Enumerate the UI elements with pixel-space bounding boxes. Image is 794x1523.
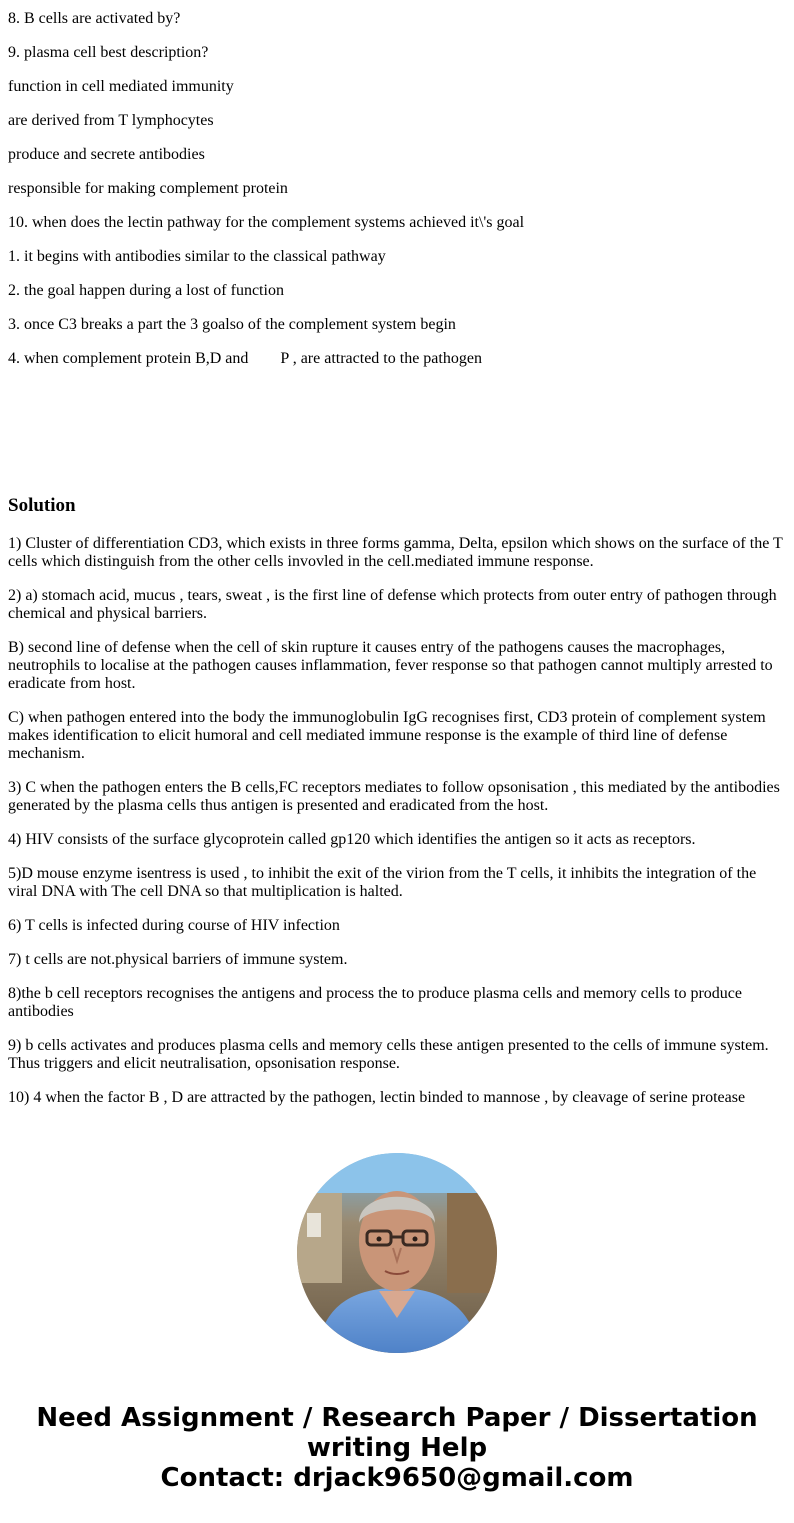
question-10-option-4: 4. when complement protein B,D and P , are attracted to the pathogen [8, 350, 482, 367]
promo-footer [0, 1403, 794, 1493]
solution-paragraph: 2) a) stomach acid, mucus , tears, sweat , is the first line of defense which protects from outer entry of pathogen through chemical and physical barriers. [8, 587, 777, 622]
solution-paragraph: 3) C when the pathogen enters the B cells,FC receptors mediates to follow opsonisation , this mediated by the antibodies generated by the plasma cells thus antigen is presented and eradicated from the host. [8, 779, 780, 814]
question-9-option-b: are derived from T lymphocytes [8, 112, 214, 129]
question-9-option-a: function in cell mediated immunity [8, 78, 234, 95]
solution-paragraph: 8)the b cell receptors recognises the antigens and process the to produce plasma cells and memory cells to produce antibodies [8, 985, 742, 1020]
solution-paragraph: 4) HIV consists of the surface glycoprotein called gp120 which identifies the antigen so it acts as receptors. [8, 831, 696, 848]
promo-line-2: writing Help [306, 1433, 488, 1463]
portrait-image [297, 1153, 497, 1353]
solution-paragraph: 9) b cells activates and produces plasma cells and memory cells these antigen presented to the cells of immune system. Thus triggers and elicit neutralisation, opsonisation response. [8, 1037, 769, 1072]
question-10: 10. when does the lectin pathway for the complement systems achieved it\'s goal [8, 214, 525, 231]
question-8: 8. B cells are activated by? [8, 10, 181, 27]
solution-paragraph: 5)D mouse enzyme isentress is used , to inhibit the exit of the virion from the T cells, it inhibits the integration of the viral DNA with The cell DNA so that multiplication is halted. [8, 865, 757, 900]
promo-line-1: Need Assignment / Research Paper / Dissertation [36, 1403, 758, 1433]
solution-paragraph: 7) t cells are not.physical barriers of immune system. [8, 951, 348, 968]
solution-paragraph: 1) Cluster of differentiation CD3, which exists in three forms gamma, Delta, epsilon which shows on the surface of the T cells which distinguish from the other cells invovled in the cell.mediated immune response. [8, 535, 783, 570]
question-10-option-2: 2. the goal happen during a lost of function [8, 282, 284, 299]
question-10-option-3: 3. once C3 breaks a part the 3 goalso of the complement system begin [8, 316, 456, 333]
author-avatar [297, 1153, 497, 1353]
solution-body [8, 535, 786, 1123]
contact-email[interactable]: Contact: drjack9650@gmail.com [160, 1463, 634, 1493]
question-10-option-1: 1. it begins with antibodies similar to the classical pathway [8, 248, 386, 265]
question-9-option-c: produce and secrete antibodies [8, 146, 205, 163]
solution-heading: Solution [8, 495, 76, 516]
question-9: 9. plasma cell best description? [8, 44, 209, 61]
solution-paragraph: 6) T cells is infected during course of HIV infection [8, 917, 340, 934]
solution-paragraph: B) second line of defense when the cell of skin rupture it causes entry of the pathogens causes the macrophages, neutrophils to localise at the pathogen causes inflammation, fever response so that pathogen cannot multiply arrested to eradicate from host. [8, 639, 773, 692]
solution-paragraph: C) when pathogen entered into the body the immunoglobulin IgG recognises first, CD3 protein of complement system makes identification to elicit humoral and cell mediated immune response is the example of third line of defense mechanism. [8, 709, 766, 762]
question-9-option-d: responsible for making complement protein [8, 180, 288, 197]
solution-paragraph: 10) 4 when the factor B , D are attracted by the pathogen, lectin binded to mannose , by cleavage of serine protease [8, 1089, 746, 1106]
